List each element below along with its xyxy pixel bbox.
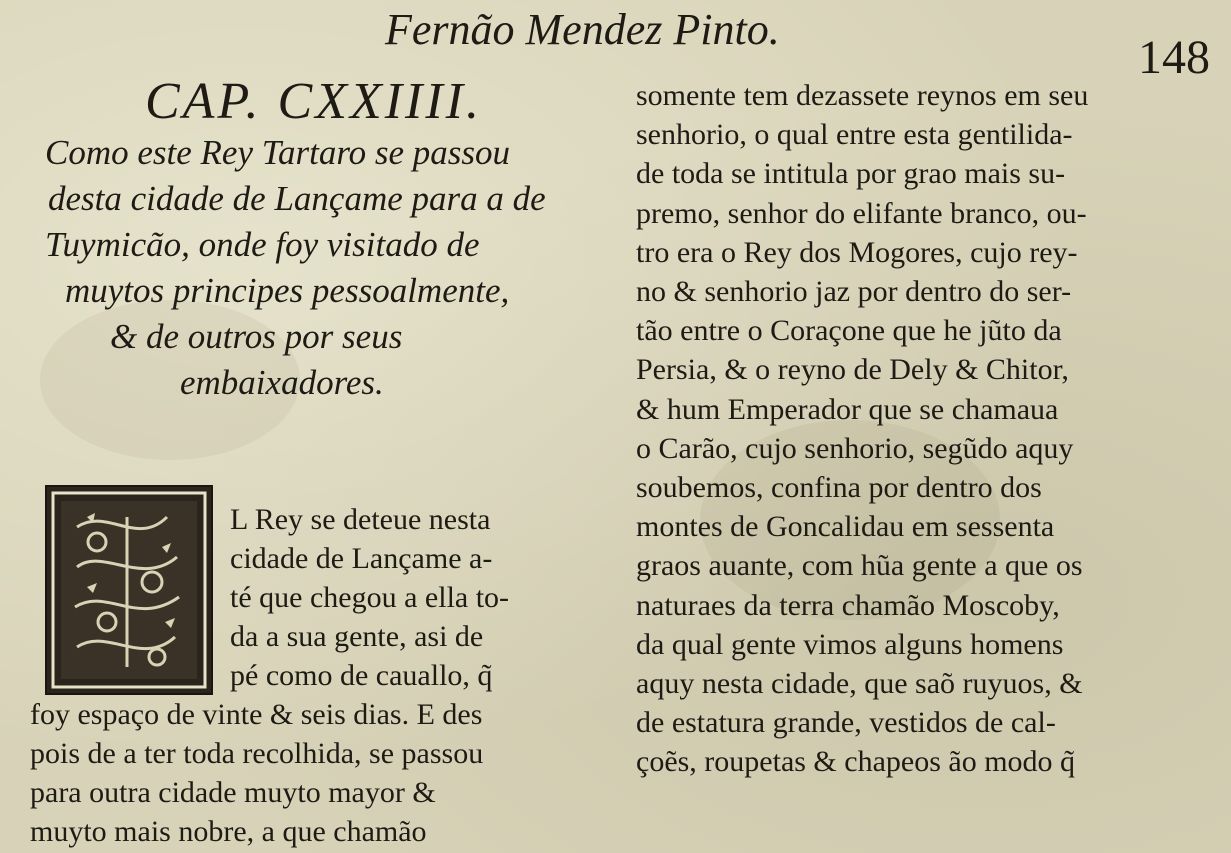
text-line: L Rey se deteue nesta [230, 503, 491, 536]
text-line: cidade de Lançame a- [230, 542, 493, 575]
text-line: da qual gente vimos alguns homens [636, 627, 1064, 661]
text-line: no & senhorio jaz por dentro do ser- [636, 275, 1072, 309]
text-line: de toda se intitula por grao mais su- [636, 157, 1066, 191]
text-line: foy espaço de vinte & seis dias. E des [30, 698, 483, 731]
text-line: senhorio, o qual entre esta gentilida- [636, 118, 1073, 152]
text-line: da a sua gente, asi de [230, 620, 484, 653]
text-line: pois de a ter toda recolhida, se passou [30, 737, 484, 770]
text-line: premo, senhor do elifante branco, ou- [636, 196, 1087, 230]
summary-line: & de outros por seus [110, 317, 403, 356]
running-title: Fernão Mendez Pinto. [385, 5, 780, 54]
text-line: de estatura grande, vestidos de cal- [636, 706, 1056, 740]
text-line: o Carão, cujo senhorio, segũdo aquy [636, 431, 1074, 465]
text-line: & hum Emperador que se chamaua [636, 392, 1059, 426]
summary-line: Tuymicão, onde foy visitado de [45, 225, 480, 264]
chapter-title: CAP. CXXIIII. [145, 73, 482, 130]
text-line: somente tem dezassete reynos em seu [636, 79, 1089, 112]
text-line: Persia, & o reyno de Dely & Chitor, [636, 353, 1069, 387]
right-column [636, 76, 1216, 782]
text-line: tão entre o Coraçone que he jũto da [636, 314, 1062, 348]
text-line: montes de Goncalidau em sessenta [636, 510, 1055, 544]
text-line: pé como de cauallo, q̃ [230, 659, 493, 692]
text-line: çoẽs, roupetas & chapeos ão modo q̃ [636, 745, 1076, 779]
text-line: graos auante, com hũa gente a que os [636, 549, 1083, 583]
summary-line: embaixadores. [180, 363, 384, 402]
text-line: naturaes da terra chamão Moscoby, [636, 588, 1060, 622]
summary-line: muytos principes pessoalmente, [65, 271, 510, 310]
text-line: soubemos, confina por dentro dos [636, 471, 1042, 505]
text-line: tro era o Rey dos Mogores, cujo rey- [636, 235, 1078, 269]
summary-line: desta cidade de Lançame para a de [48, 179, 546, 218]
page-number: 148 [1138, 31, 1210, 84]
text-line: muyto mais nobre, a que chamão [30, 815, 427, 848]
text-line: té que chegou a ella to- [230, 581, 510, 614]
left-body-text [30, 500, 590, 851]
text-line: aquy nesta cidade, que saõ ruyuos, & [636, 667, 1083, 701]
chapter-summary [30, 130, 590, 406]
text-line: para outra cidade muyto mayor & [30, 776, 436, 809]
summary-line: Como este Rey Tartaro se passou [45, 133, 511, 172]
